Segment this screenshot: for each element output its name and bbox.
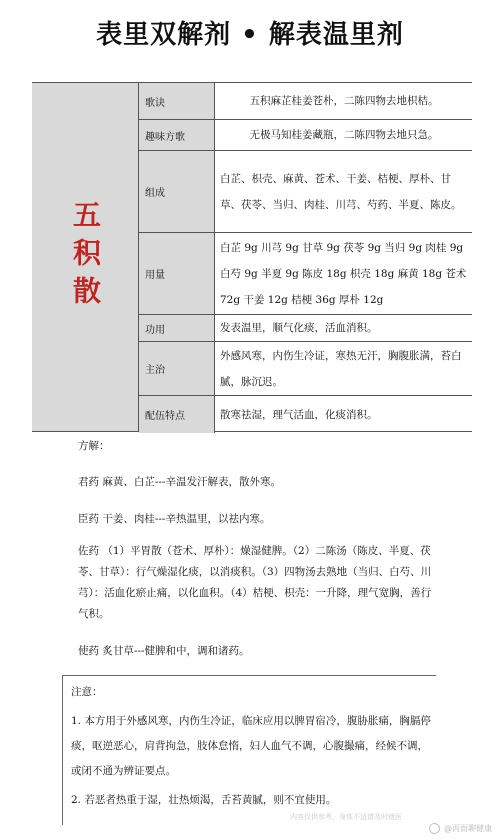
row-label: 歌诀 [139, 83, 215, 119]
formula-table [32, 82, 472, 432]
note-1: 1. 本方用于外感风寒，内伤生冷证，临床应用以脾胃宿冷，腹胁胀痛，胸膈停痰，呕逆恶心，肩背拘急，肢体怠惰，妇人血气不调，心腹撮痛，经候不调，或闭不通为辨证要点。 [71, 715, 431, 777]
table-row-gejue [139, 83, 472, 120]
table-row-yongliang [139, 233, 472, 315]
note-2: 2. 若恶者热重于湿，壮热烦渴，舌苔黄腻，则不宜使用。 [71, 794, 337, 806]
watermark-text: @丙面聊健康 [444, 824, 492, 833]
row-label: 趣味方歌 [139, 120, 215, 150]
formula-name: 五积散 [69, 200, 102, 314]
row-value: 外感风寒，内伤生冷证，寒热无汗，胸腹胀满，苔白腻，脉沉迟。 [220, 349, 462, 388]
row-value: 发表温里，顺气化痰，活血消积。 [220, 322, 378, 334]
notes-heading: 注意： [71, 686, 103, 698]
watermark [429, 823, 492, 834]
row-value: 五积麻芷桂姜苍朴，二陈四物去地枳桔。 [249, 95, 439, 107]
analysis-jun: 君药 麻黄、白芷---辛温发汗解表，散外寒。 [78, 476, 281, 488]
analysis-heading: 方解： [78, 440, 110, 452]
analysis-shi: 使药 炙甘草---健脾和中，调和诸药。 [78, 645, 250, 657]
row-value: 白芷 9g 川芎 9g 甘草 9g 茯苓 9g 当归 9g 肉桂 9g 白芍 9g 半夏 9g 陈皮 18g 枳壳 18g 麻黄 18g 苍术 72g 干姜 12g 桔梗 36g 厚朴 12g [220, 241, 467, 306]
table-row-zhuzhi [139, 342, 472, 396]
analysis-chen: 臣药 干姜、肉桂---辛热温里，以祛内寒。 [78, 513, 271, 525]
table-row-zucheng [139, 151, 472, 233]
row-label: 功用 [139, 315, 215, 341]
notes-box [62, 675, 436, 825]
row-label: 主治 [139, 342, 215, 395]
formula-name-cell [32, 83, 139, 431]
row-label: 用量 [139, 233, 215, 314]
row-value: 散寒祛湿，理气活血，化痰消积。 [220, 408, 378, 421]
watermark-logo-icon [429, 823, 440, 834]
analysis-zuo: 佐药 （1）平胃散（苍术、厚朴）：燥湿健脾。（2）二陈汤（陈皮、半夏、茯苓、甘草）：行气燥湿化痰，以消痰积。（3）四物汤去熟地（当归、白芍、川芎）：活血化瘀止痛，以化血积。（4）桔梗、枳壳：一升降，理气宽胸，善行气积。 [78, 545, 432, 620]
table-row-gongyong [139, 315, 472, 342]
row-value: 无极马知桂姜藏瓶，二陈四物去地只急。 [249, 129, 439, 141]
row-label: 配伍特点 [139, 396, 215, 433]
page-title: 表里双解剂 • 解表温里剂 [96, 20, 404, 50]
watermark-disclaimer: 内容仅供参考，身体不适请及时就医 [290, 813, 402, 821]
table-row-peiwu-tedian [139, 396, 472, 433]
row-label: 组成 [139, 151, 215, 232]
row-value: 白芷、枳壳、麻黄、苍术、干姜、桔梗、厚朴、甘草、茯苓、当归、肉桂、川芎、芍药、半夏、陈皮。 [220, 172, 462, 211]
table-row-quwei-fangge [139, 120, 472, 151]
